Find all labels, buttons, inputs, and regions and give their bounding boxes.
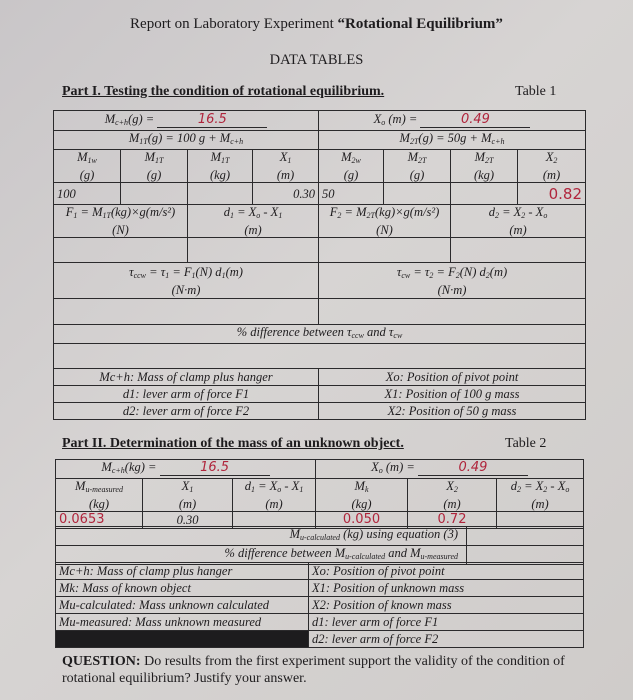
mch-value: 16.5	[197, 111, 227, 127]
d2-formula: $d_2 = X_2 - X_o$ (m)	[451, 205, 586, 238]
cell-mu-measured[interactable]: 0.0653	[56, 512, 143, 529]
table-1	[53, 110, 586, 420]
part2-heading: Part II. Determination of the mass of an unknown object.	[62, 436, 404, 451]
col-mu-measured: $M_{u-measured}$ (kg)	[56, 479, 143, 512]
legend2-mk: Mk: Mass of known object	[56, 580, 309, 597]
cell-m2w[interactable]: 50	[319, 183, 384, 205]
cell-m1t-g[interactable]	[121, 183, 188, 205]
mch-label: $M_{c+h}(g)$ =	[104, 111, 155, 127]
pct-diff-label: % difference between $\tau_{ccw}$ and $\tau_{cw}$	[54, 325, 586, 344]
t2-xo-input[interactable]	[418, 460, 528, 476]
part1-heading: Part I. Testing the condition of rotational equilibrium.	[62, 84, 385, 99]
col-m1w: $M_{1w}$ (g)	[54, 150, 121, 183]
cell-pct-diff[interactable]	[54, 344, 586, 369]
table1-label: Table 1	[515, 84, 557, 99]
legend-x1: X1: Position of 100 g mass	[319, 386, 586, 403]
col-t2-x1: $X_1$ (m)	[143, 479, 233, 512]
t2-mch-input[interactable]	[160, 460, 270, 476]
legend2-d1: d1: lever arm of force F1	[309, 614, 584, 631]
legend2-mu-measured: Mu-measured: Mass unknown measured	[56, 614, 309, 631]
xo-input[interactable]	[420, 112, 530, 128]
col-m1t-kg: $M_{1T}$ (kg)	[188, 150, 253, 183]
t2-mch-value: 16.5	[200, 460, 230, 475]
m1t-formula: $M_{1T}(g) = 100$ $g + M_{c+h}$	[54, 131, 319, 150]
cell-m2t-kg[interactable]	[451, 183, 518, 205]
question-label: QUESTION:	[62, 654, 141, 669]
col-t2-d1: $d_1 = X_o - X_1$ (m)	[233, 479, 316, 512]
cell-mk[interactable]: 0.050	[316, 512, 408, 529]
t2-xo-cell	[316, 460, 584, 479]
report-title	[0, 16, 633, 33]
cell-m1w[interactable]: 100	[54, 183, 121, 205]
col-m2t-g: $M_{2T}$ (g)	[384, 150, 451, 183]
legend2-mu-calc: Mu-calculated: Mass unknown calculated	[56, 597, 309, 614]
col-x1: $X_1$ (m)	[253, 150, 319, 183]
t2-mch-label: $M_{c+h}(kg)$ =	[101, 460, 157, 475]
t2-mch-cell	[56, 460, 316, 479]
cell-t2-x2[interactable]: 0.72	[408, 512, 497, 529]
xo-value: 0.49	[460, 111, 490, 127]
cell-x2[interactable]: 0.82	[518, 183, 586, 205]
cell-m1t-kg[interactable]	[188, 183, 253, 205]
question-text: Do results from the first experiment support the validity of the condition of rotational equilibrium? Justify your answer.	[62, 654, 565, 686]
t2-xo-label: $X_o$ (m) =	[371, 460, 415, 475]
cell-tau-cw[interactable]	[319, 299, 586, 325]
table-2	[55, 459, 584, 529]
col-t2-d2: $d_2 = X_2 - X_o$ (m)	[497, 479, 584, 512]
legend2-xo: Xo: Position of pivot point	[309, 563, 584, 580]
cell-f1[interactable]	[54, 238, 188, 263]
mu-calc-label: $M_{u-calculated}$ (kg) using equation (3)	[56, 527, 467, 546]
tau-ccw-formula: $\tau_{ccw} = \tau_1 = F_1(N)$ $d_1(m)$ (N·m)	[54, 263, 319, 299]
mch-input[interactable]	[157, 112, 267, 128]
legend2-x1: X1: Position of unknown mass	[309, 580, 584, 597]
col-x2: $X_2$ (m)	[518, 150, 586, 183]
xo-label: $X_o$ (m) =	[373, 111, 418, 127]
cell-tau-ccw[interactable]	[54, 299, 319, 325]
d1-formula: $d_1 = X_o - X_1$ (m)	[188, 205, 319, 238]
title-experiment-name: “Rotational Equilibrium”	[337, 16, 503, 32]
data-tables-heading: DATA TABLES	[269, 52, 364, 68]
legend2-mch: Mc+h: Mass of clamp plus hanger	[56, 563, 309, 580]
legend-d2: d2: lever arm of force F2	[54, 403, 319, 420]
legend-d1: d1: lever arm of force F1	[54, 386, 319, 403]
title-prefix: Report on Laboratory Experiment	[130, 16, 338, 32]
t2-xo-value: 0.49	[458, 460, 488, 475]
redacted-region	[56, 631, 309, 648]
mch-cell	[54, 111, 319, 131]
cell-d1[interactable]	[188, 238, 319, 263]
table-2-legend	[55, 562, 584, 648]
col-m1t-g: $M_{1T}$ (g)	[121, 150, 188, 183]
col-t2-x2: $X_2$ (m)	[408, 479, 497, 512]
table2-label: Table 2	[505, 436, 547, 451]
legend-x2: X2: Position of 50 g mass	[319, 403, 586, 420]
xo-cell	[319, 111, 586, 131]
cell-f2[interactable]	[319, 238, 451, 263]
cell-mu-calc[interactable]	[467, 527, 584, 546]
cell-d2[interactable]	[451, 238, 586, 263]
f1-formula: $F_1 = M_{1T}(kg)\times g(m/s^2)$ (N)	[54, 205, 188, 238]
cell-t2-x1[interactable]: 0.30	[143, 512, 233, 529]
cell-m2t-g[interactable]	[384, 183, 451, 205]
question	[62, 653, 602, 687]
col-mk: $M_k$ (kg)	[316, 479, 408, 512]
legend-xo: Xo: Position of pivot point	[319, 369, 586, 386]
tau-cw-formula: $\tau_{cw} = \tau_2 = F_2(N)$ $d_2(m)$ (N·m)	[319, 263, 586, 299]
legend-mch: Mc+h: Mass of clamp plus hanger	[54, 369, 319, 386]
col-m2t-kg: $M_{2T}$ (kg)	[451, 150, 518, 183]
legend2-d2: d2: lever arm of force F2	[309, 631, 584, 648]
f2-formula: $F_2 = M_{2T}(kg)\times g(m/s^2)$ (N)	[319, 205, 451, 238]
legend2-x2: X2: Position of known mass	[309, 597, 584, 614]
cell-x1[interactable]: 0.30	[253, 183, 319, 205]
table-2-results	[55, 526, 584, 565]
t2-pct-diff-label: % difference between $M_{u-calculated}$ and $M_{u-measured}$	[56, 546, 467, 565]
col-m2w: $M_{2w}$ (g)	[319, 150, 384, 183]
m2t-formula: $M_{2T}(g) = 50g + M_{c+h}$	[319, 131, 586, 150]
